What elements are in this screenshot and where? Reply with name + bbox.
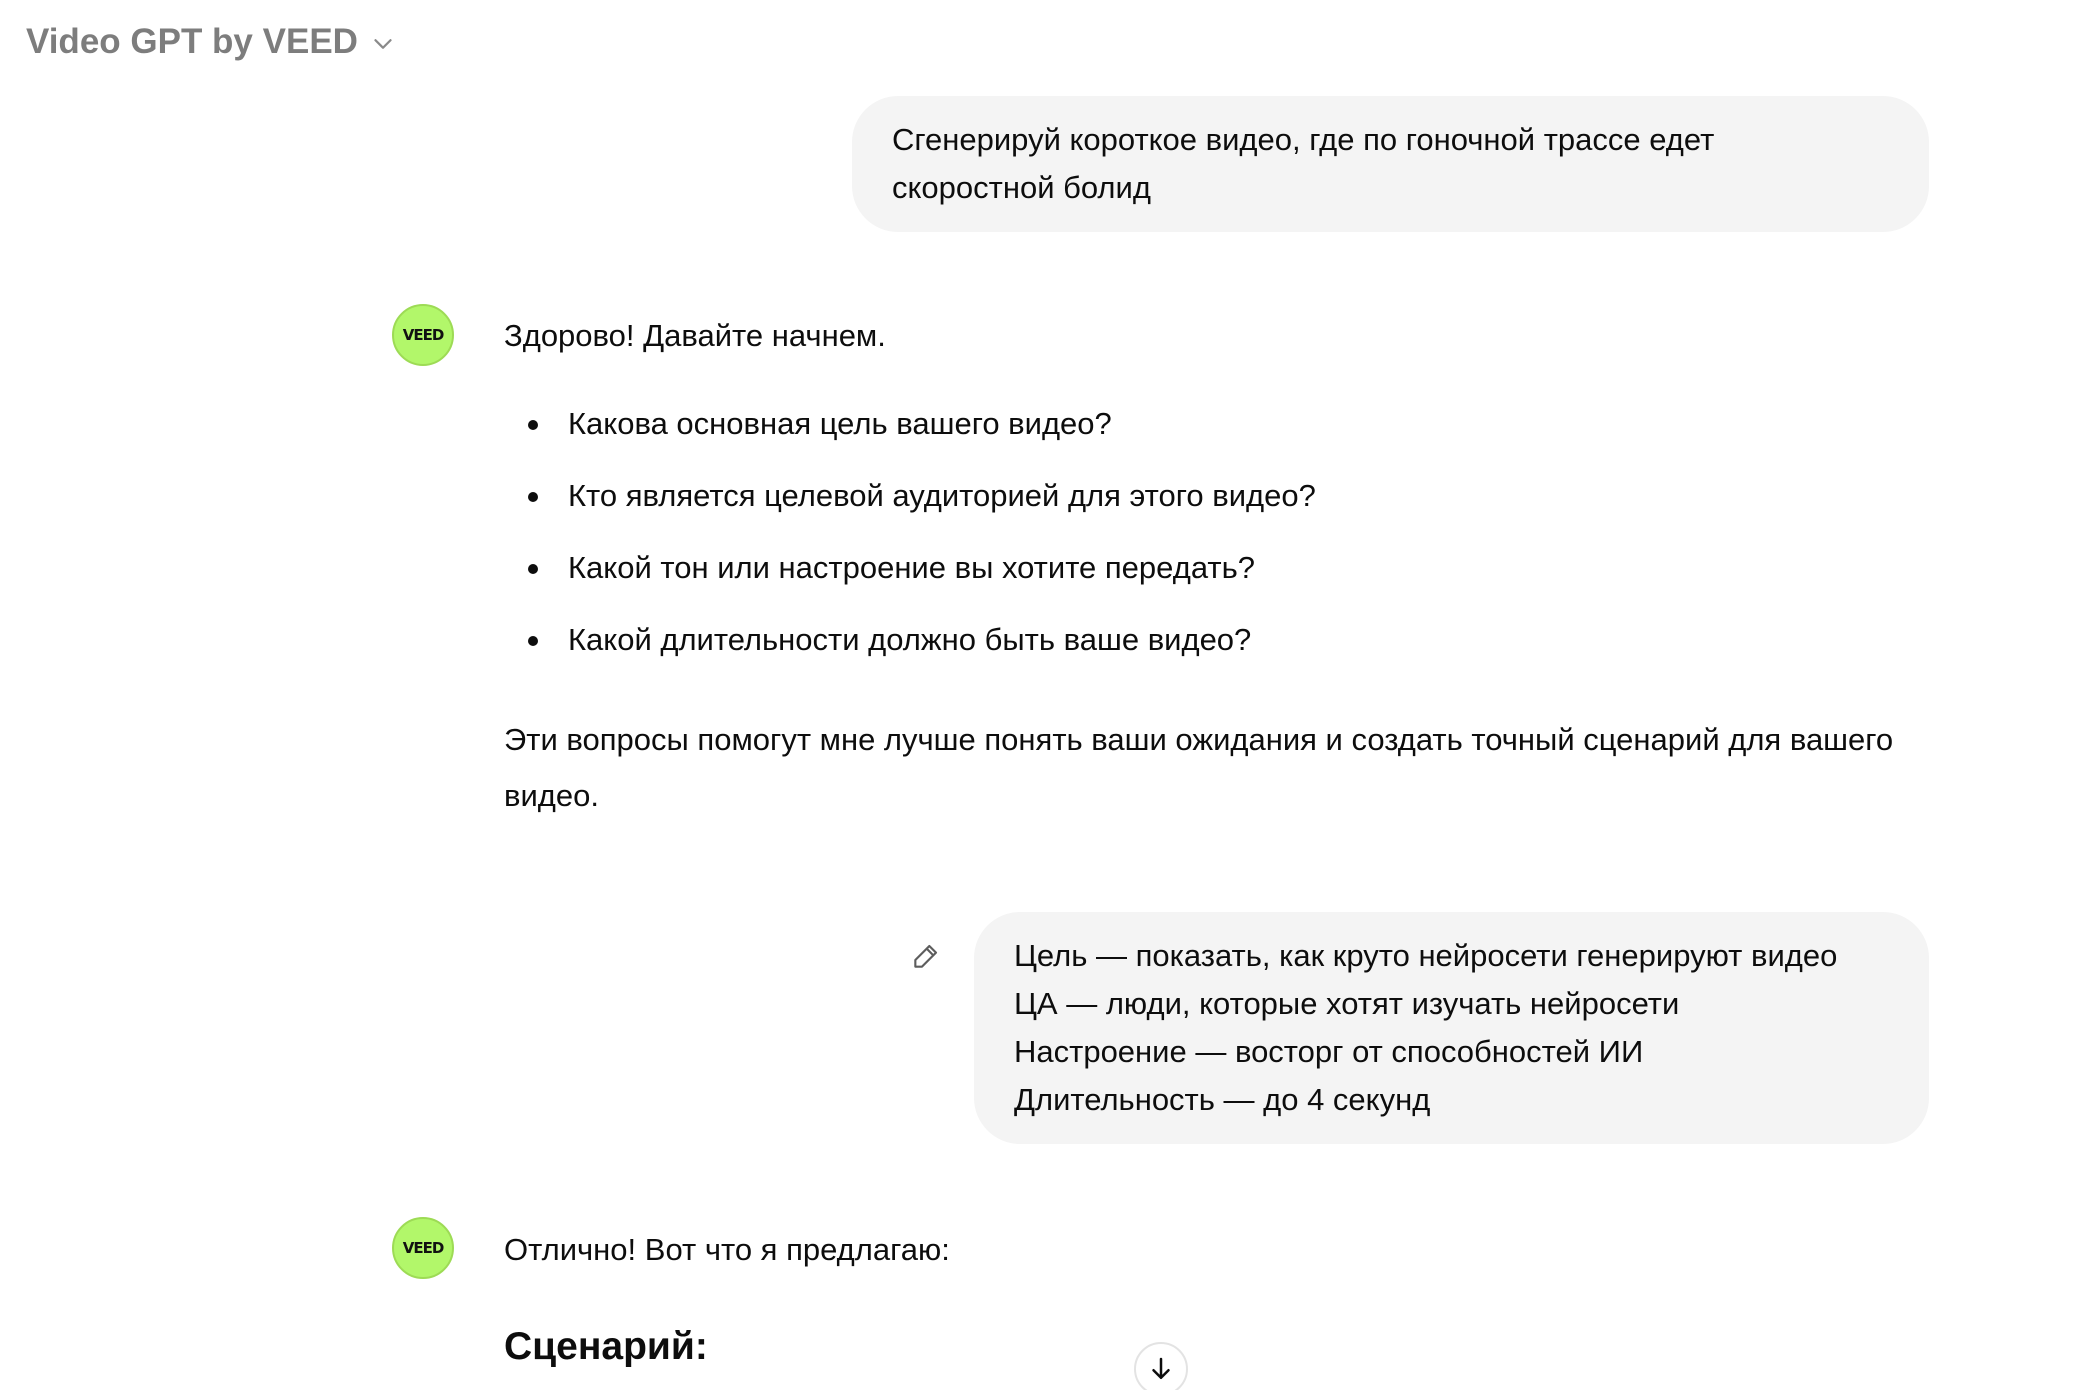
question-item: Какой тон или настроение вы хотите передать? — [568, 544, 1934, 592]
veed-avatar — [392, 304, 454, 366]
question-list — [504, 400, 1934, 664]
veed-avatar — [392, 1217, 454, 1279]
assistant-outro: Эти вопросы помогут мне лучше понять ваши ожидания и создать точный сценарий для вашего видео. — [504, 722, 1894, 813]
question-item: Кто является целевой аудиторией для этого видео? — [568, 472, 1934, 520]
edit-message-button[interactable] — [906, 936, 946, 976]
arrow-down-icon — [1146, 1354, 1176, 1384]
assistant-message — [504, 312, 1934, 824]
user-message-line: Длительность — до 4 секунд — [1014, 1082, 1431, 1117]
user-message-line: Сгенерируй короткое видео, где по гоночной трассе едет — [892, 122, 1715, 157]
gpt-title: Video GPT by VEED — [26, 22, 358, 61]
section-title: Сценарий: — [504, 1325, 708, 1368]
user-message-line: Настроение — восторг от способностей ИИ — [1014, 1034, 1644, 1069]
user-message-line: Цель — показать, как круто нейросети генерируют видео — [1014, 938, 1838, 973]
question-item: Какой длительности должно быть ваше видео? — [568, 616, 1934, 664]
assistant-intro: Отлично! Вот что я предлагаю: — [504, 1232, 950, 1267]
avatar-logo-text: VEED — [402, 326, 444, 344]
gpt-model-selector[interactable] — [26, 18, 398, 66]
scroll-to-bottom-button[interactable] — [1134, 1342, 1188, 1390]
avatar-logo-text: VEED — [402, 1239, 444, 1257]
pencil-icon — [910, 940, 942, 972]
user-message-bubble — [852, 96, 1929, 232]
user-message-bubble — [974, 912, 1929, 1144]
chevron-down-icon — [368, 29, 398, 59]
user-message-line: скоростной болид — [892, 170, 1151, 205]
assistant-intro: Здорово! Давайте начнем. — [504, 318, 886, 353]
assistant-message — [504, 1226, 1934, 1372]
question-item: Какова основная цель вашего видео? — [568, 400, 1934, 448]
user-message-line: ЦА — люди, которые хотят изучать нейросети — [1014, 986, 1680, 1021]
